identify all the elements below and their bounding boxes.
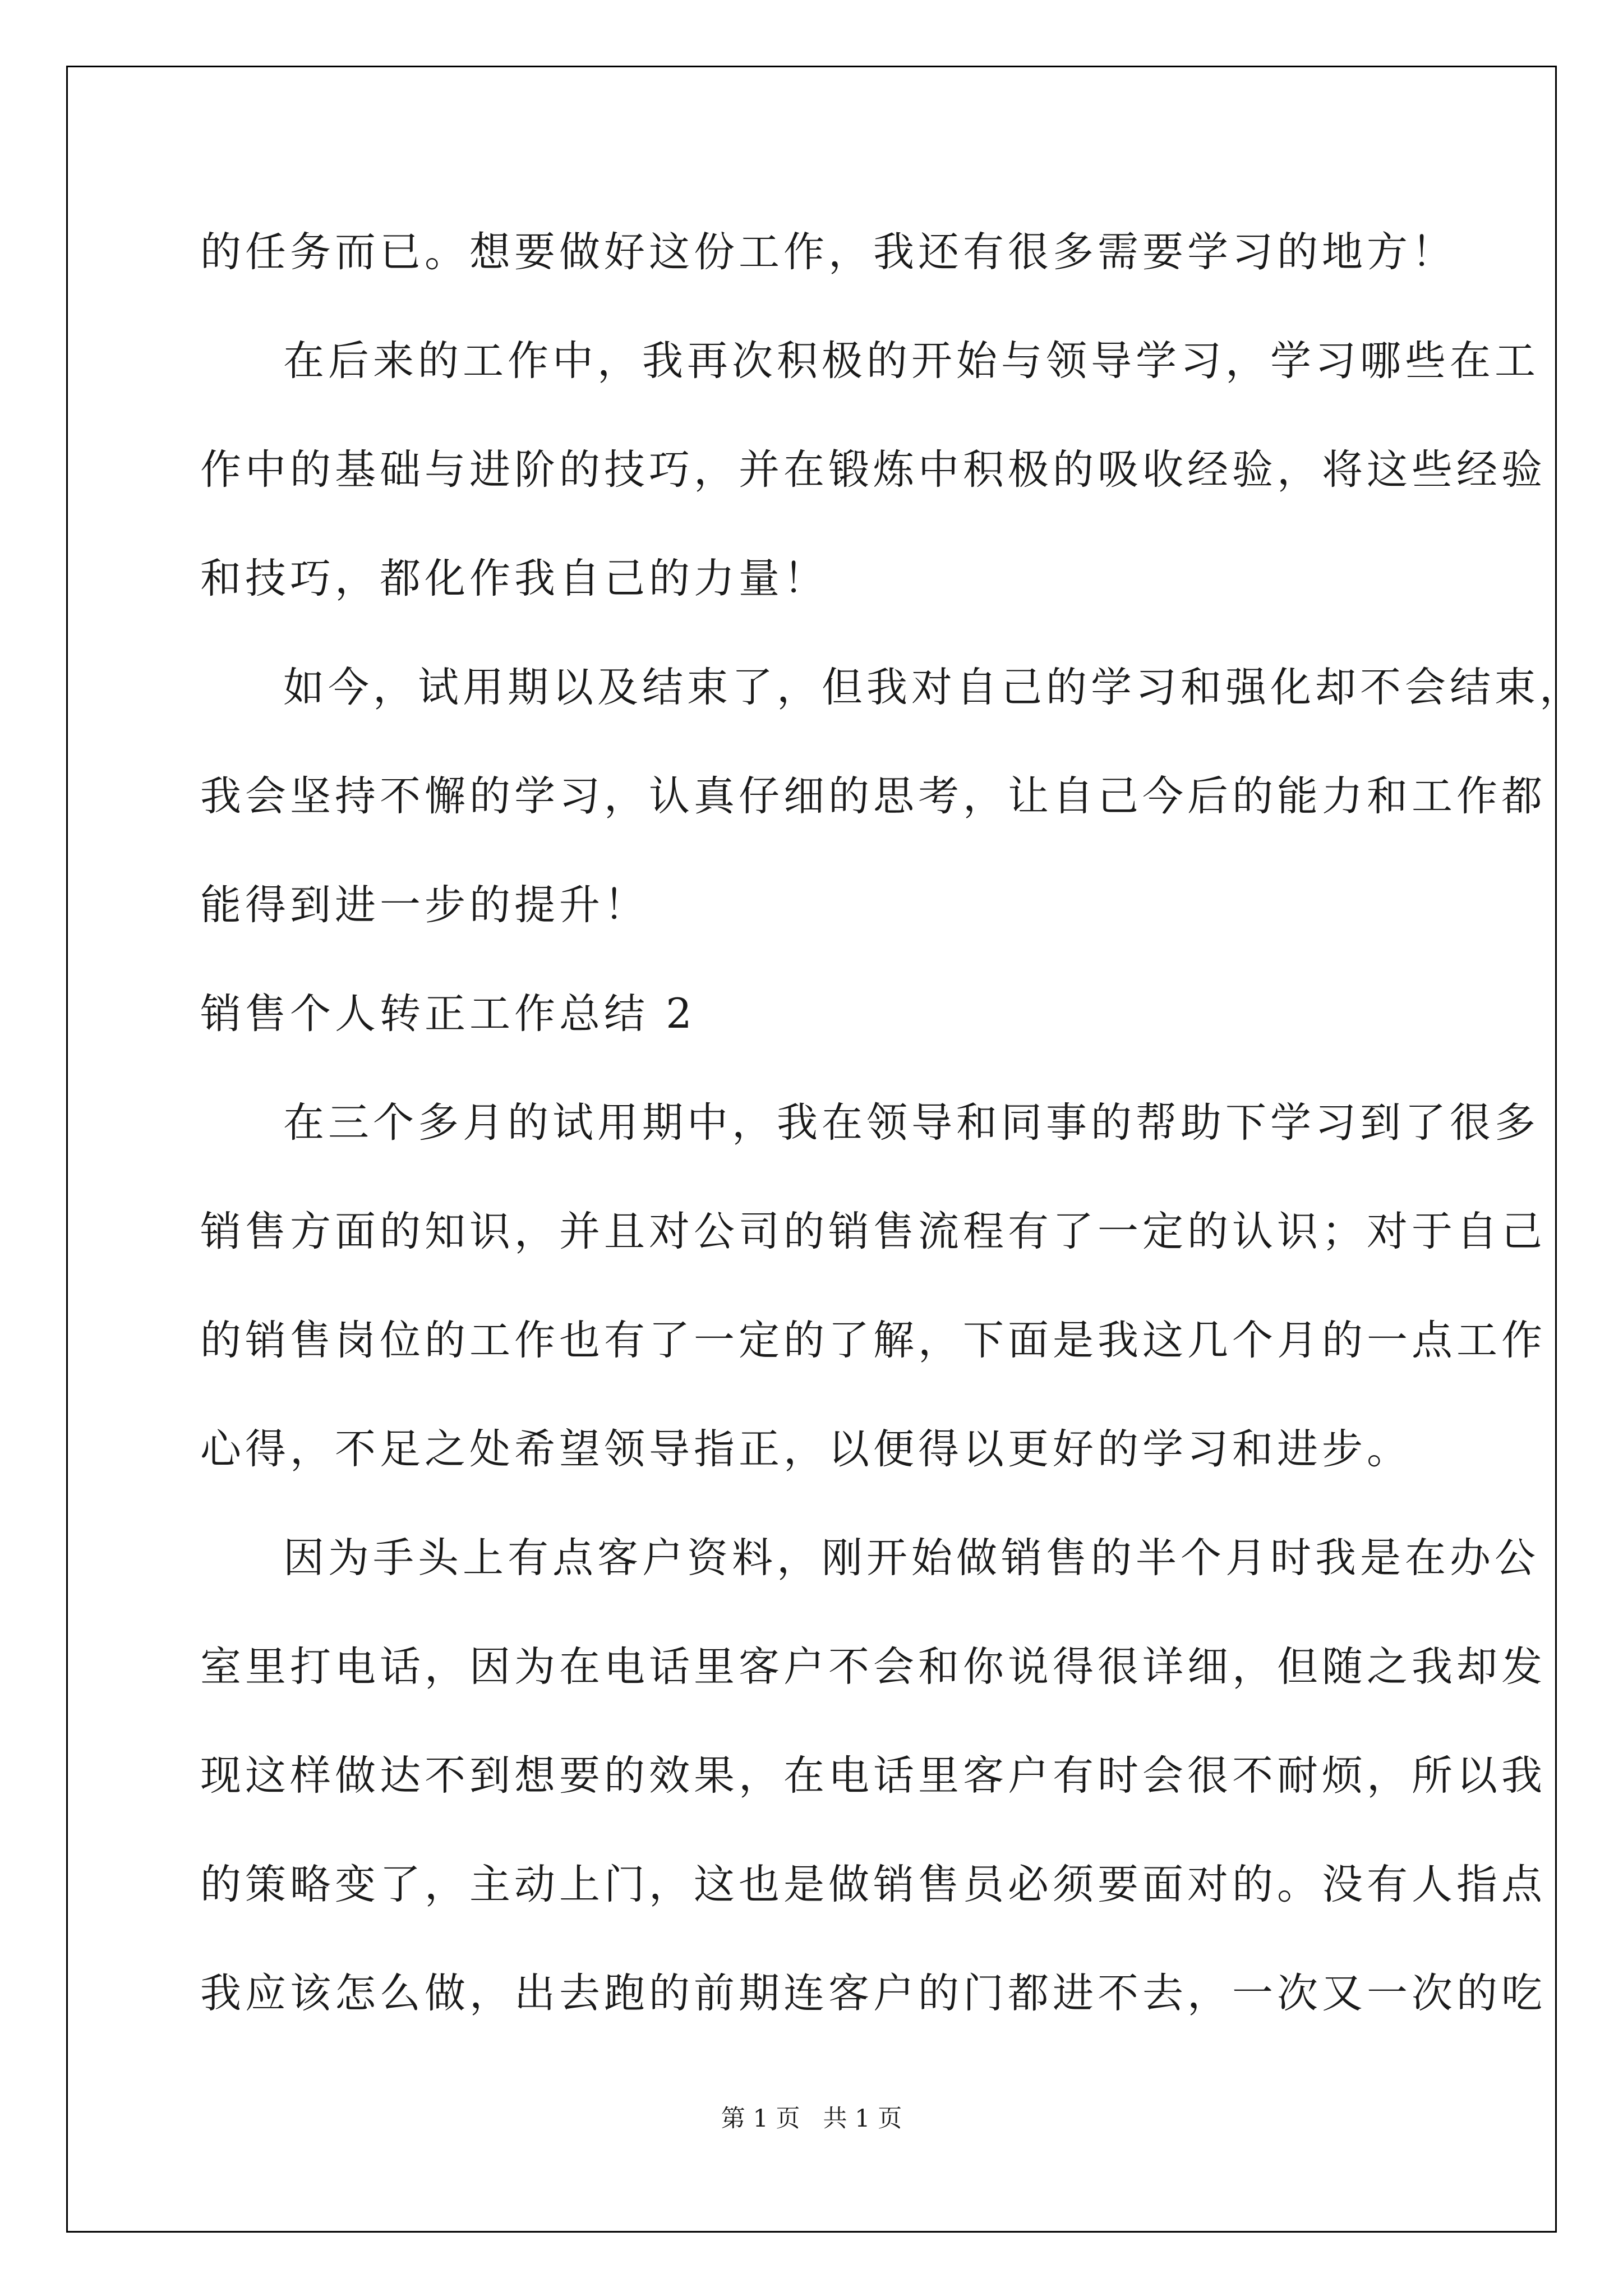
- text-line: 的任务而已。想要做好这份工作，我还有很多需要学习的地方！: [200, 228, 1456, 276]
- paragraph-start: 在三个多月的试用期中，我在领导和同事的帮助下学习到了很多: [283, 1099, 1539, 1147]
- text-line: 心得，不足之处希望领导指正，以便得以更好的学习和进步。: [200, 1425, 1412, 1473]
- paragraph-start: 如今，试用期以及结束了，但我对自己的学习和强化却不会结束，: [283, 664, 1584, 711]
- text-line: 我会坚持不懈的学习，认真仔细的思考，让自己今后的能力和工作都: [200, 772, 1546, 820]
- page-footer: [0, 2102, 1623, 2136]
- text-line: 能得到进一步的提升！: [200, 881, 649, 929]
- page-number: 第 1 页: [721, 2105, 800, 2133]
- text-line: 作中的基础与进阶的技巧，并在锻炼中积极的吸收经验，将这些经验: [200, 446, 1546, 494]
- page-total: 共 1 页: [823, 2105, 902, 2133]
- paragraph-start: 在后来的工作中，我再次积极的开始与领导学习，学习哪些在工: [283, 337, 1539, 385]
- text-line: 室里打电话，因为在电话里客户不会和你说得很详细，但随之我却发: [200, 1643, 1546, 1691]
- section-heading: 销售个人转正工作总结 2: [200, 990, 696, 1038]
- document-body: [200, 220, 1584, 2070]
- text-line: 现这样做达不到想要的效果，在电话里客户有时会很不耐烦，所以我: [200, 1752, 1546, 1800]
- text-line: 销售方面的知识，并且对公司的销售流程有了一定的认识；对于自己: [200, 1208, 1546, 1255]
- paragraph-start: 因为手头上有点客户资料，刚开始做销售的半个月时我是在办公: [283, 1534, 1539, 1582]
- text-line: 的策略变了，主动上门，这也是做销售员必须要面对的。没有人指点: [200, 1861, 1546, 1908]
- text-line: 我应该怎么做，出去跑的前期连客户的门都进不去，一次又一次的吃: [200, 1970, 1546, 2017]
- text-line: 的销售岗位的工作也有了一定的了解，下面是我这几个月的一点工作: [200, 1317, 1546, 1364]
- text-line: 和技巧，都化作我自己的力量！: [200, 555, 828, 602]
